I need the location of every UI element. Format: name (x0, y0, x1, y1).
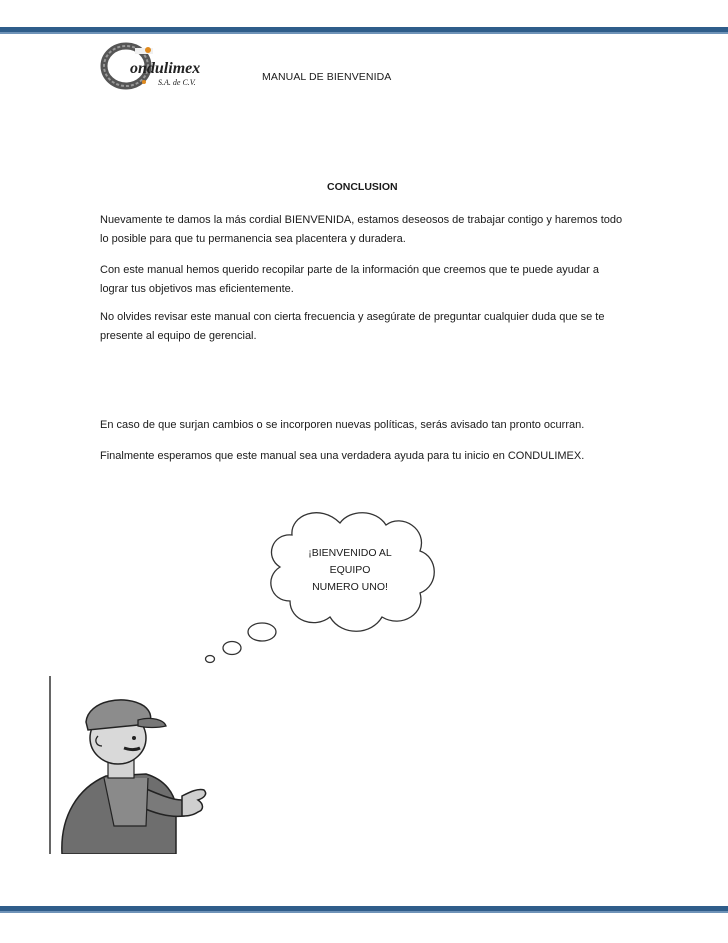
worker-illustration (48, 676, 214, 854)
bubble-message (300, 545, 400, 596)
bottom-decorative-rule (0, 906, 728, 911)
top-decorative-rule (0, 27, 728, 32)
section-title: CONCLUSION (327, 181, 398, 193)
paragraph-welcome: Nuevamente te damos la más cordial BIENVENIDA, estamos deseosos de trabajar contigo y haremos todo lo posible para que tu permanencia sea placentera y duradera. (100, 214, 623, 245)
bubble-line: ¡BIENVENIDO AL (308, 547, 392, 559)
paragraph-policy-changes: En caso de que surjan cambios o se incorporen nuevas políticas, serás avisado tan pronto ocurran. (100, 419, 585, 431)
logo-subtext: S.A. de C.V. (158, 78, 196, 87)
header-title: MANUAL DE BIENVENIDA (262, 71, 392, 83)
paragraph-review-manual: No olvides revisar este manual con cierta frecuencia y asegúrate de preguntar cualquier duda que se te presente al equipo de gerencial. (100, 311, 605, 342)
condulimex-logo (100, 40, 215, 92)
bubble-line: NUMERO UNO! (312, 581, 388, 593)
bubble-line: EQUIPO (329, 564, 371, 576)
logo-wordmark: ondulimex (130, 60, 201, 77)
paragraph-manual-purpose: Con este manual hemos querido recopilar parte de la información que creemos que te puede ayudar a lograr tus objetivos mas eficientemente. (100, 264, 599, 295)
paragraph-final-wish: Finalmente esperamos que este manual sea una verdadera ayuda para tu inicio en CONDULIMEX. (100, 450, 585, 462)
